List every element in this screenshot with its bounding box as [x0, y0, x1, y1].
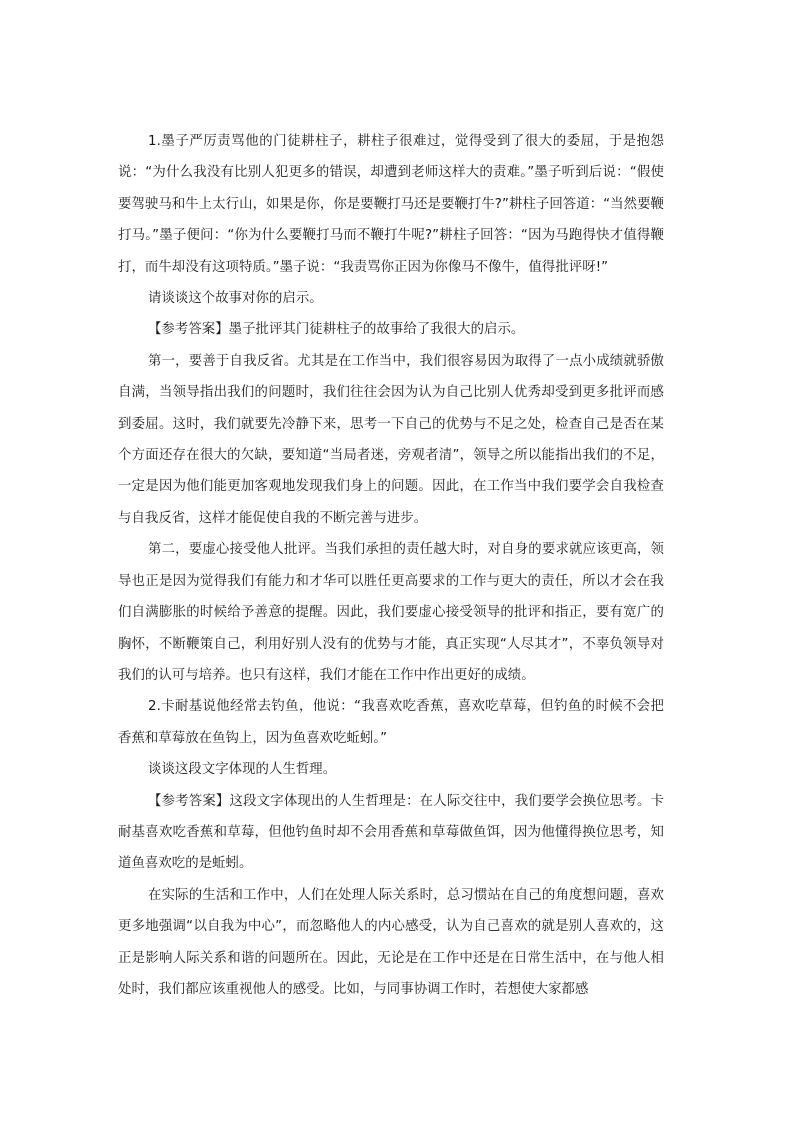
- answer-2-intro: 【参考答案】这段文字体现出的人生哲理是：在人际交往中，我们要学会换位思考。卡耐基喜欢吃香蕉和草莓，但他钓鱼时却不会用香蕉和草莓做鱼饵，因为他懂得换位思考，知道鱼喜欢吃的是蚯蚓。: [118, 793, 664, 872]
- answer-1-intro: 【参考答案】墨子批评其门徒耕柱子的故事给了我很大的启示。: [148, 322, 525, 338]
- question-1-paragraph: 1.墨子严厉责骂他的门徒耕柱子，耕柱子很难过，觉得受到了很大的委屈，于是抱怨说：“为什么我没有比别人犯更多的错误，却遭到老师这样大的责难。”墨子听到后说：“假使要驾驶马和牛上太行山，如果是你，你是要鞭打马还是要鞭打牛?”耕柱子回答道：“当然要鞭打马。”墨子便问：“你为什么要鞭打马而不鞭打牛呢?”耕柱子回答：“因为马跑得快才值得鞭打，而牛却没有这项特质。”墨子说：“我责骂你正因为你像马不像牛，值得批评呀!”: [118, 134, 664, 275]
- answer-1-point-1: 第一，要善于自我反省。尤其是在工作当中，我们很容易因为取得了一点小成绩就骄傲自满，当领导指出我们的问题时，我们往往会因为认为自己比别人优秀却受到更多批评而感到委屈。这时，我们就要先冷静下来，思考一下自己的优势与不足之处，检查自己是否在某个方面还存在很大的欠缺，要知道“当局者迷，旁观者清”，领导之所以能指出我们的不足，一定是因为他们能更加客观地发现我们身上的问题。因此，在工作当中我们要学会自我检查与自我反省，这样才能促使自我的不断完善与进步。: [118, 353, 664, 526]
- answer-1-point-2: 第二，要虚心接受他人批评。当我们承担的责任越大时，对自身的要求就应该更高，领导也正是因为觉得我们有能力和才华可以胜任更高要求的工作与更大的责任，所以才会在我们自满膨胀的时候给予善意的提醒。因此，我们要虚心接受领导的批评和指正，要有宽广的胸怀，不断鞭策自己，利用好别人没有的优势与才能，真正实现“人尽其才”，不辜负领导对我们的认可与培养。也只有这样，我们才能在工作中作出更好的成绩。: [118, 542, 664, 683]
- answer-2-body: 在实际的生活和工作中，人们在处理人际关系时，总习惯站在自己的角度想问题，喜欢更多地强调“以自我为中心”，而忽略他人的内心感受，认为自己喜欢的就是别人喜欢的，这正是影响人际关系和谐的问题所在。因此，无论是在工作中还是在日常生活中，在与他人相处时，我们都应该重视他人的感受。比如，与同事协调工作时，若想使大家都感: [118, 887, 664, 997]
- question-2-paragraph: 2.卡耐基说他经常去钓鱼，他说：“我喜欢吃香蕉，喜欢吃草莓，但钓鱼的时候不会把香蕉和草莓放在鱼钩上，因为鱼喜欢吃蚯蚓。”: [118, 699, 664, 746]
- document-body: [118, 126, 664, 1005]
- question-2-prompt: 谈谈这段文字体现的人生哲理。: [148, 762, 337, 778]
- question-1-prompt: 请谈谈这个故事对你的启示。: [148, 291, 323, 307]
